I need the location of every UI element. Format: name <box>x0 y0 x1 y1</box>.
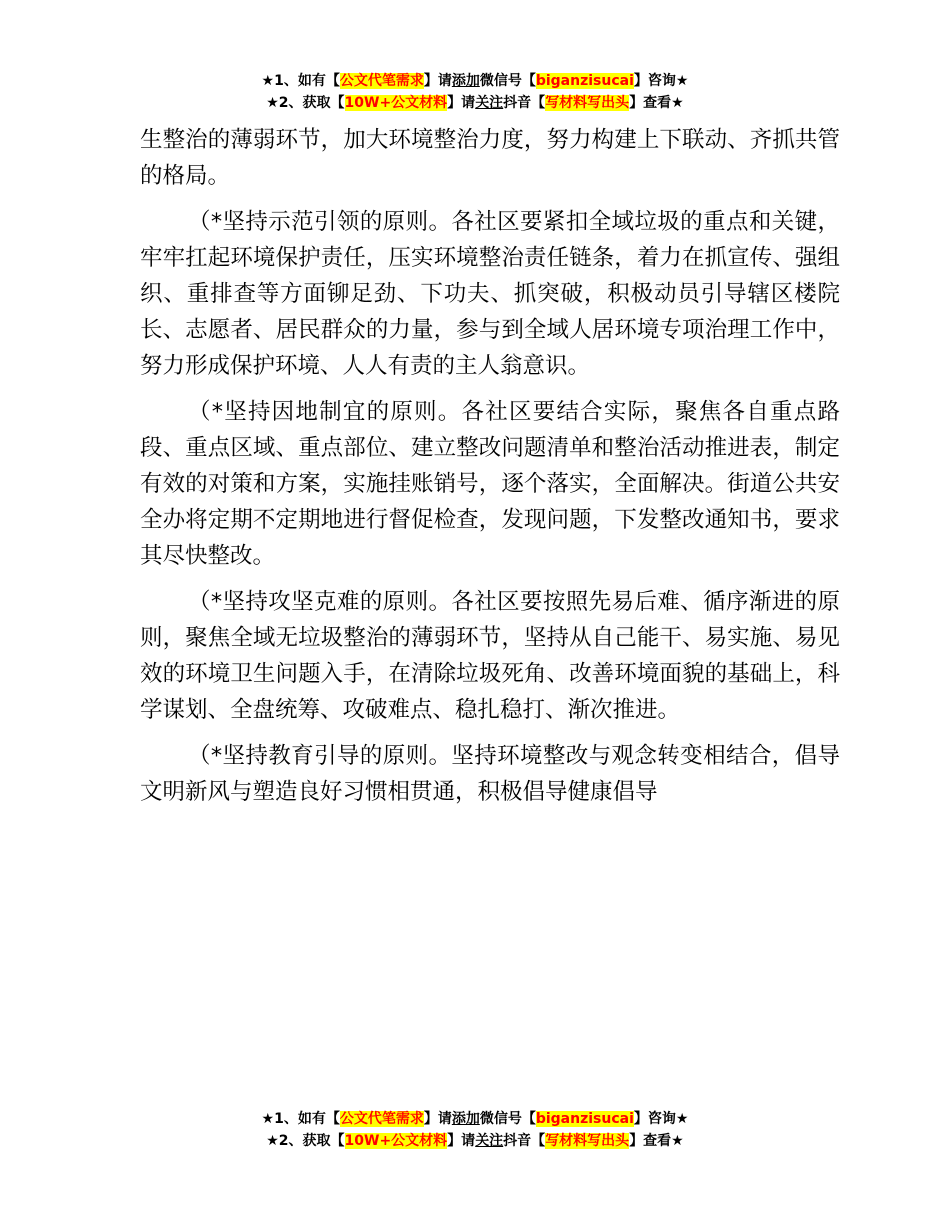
footer-banner-line-1 <box>0 1108 950 1130</box>
banner-line-1 <box>0 70 950 92</box>
footer-line-2-emphasis: 关注 <box>475 1133 504 1149</box>
footer-line-1-mid: 】请 <box>423 1111 452 1127</box>
banner-line-1-mid: 】请 <box>423 73 452 89</box>
banner-line-2-mid: 】请 <box>447 95 476 111</box>
footer-line-2-prefix: ★2、获取【 <box>266 1133 345 1149</box>
footer-banner <box>0 1108 950 1152</box>
banner-line-2-suffix: 】查看★ <box>629 95 684 111</box>
paragraph-education-guidance-principle: （*坚持教育引导的原则。坚持环境整改与观念转变相结合，倡导文明新风与塑造良好习惯相贯通，积极倡导健康倡导 <box>140 743 840 805</box>
footer-line-1-mid2: 微信号【 <box>479 1111 536 1127</box>
banner-line-2-highlight-douyin: 写材料写出头 <box>545 95 630 111</box>
banner-line-1-suffix: 】咨询★ <box>633 73 689 89</box>
banner-line-1-mid2: 微信号【 <box>479 73 536 89</box>
footer-banner-line-2 <box>0 1130 950 1152</box>
banner-line-2-emphasis: 关注 <box>475 95 504 111</box>
paragraph-local-conditions-principle: （*坚持因地制宜的原则。各社区要结合实际，聚焦各自重点路段、重点区域、重点部位、建立整改问题清单和整治活动推进表，制定有效的对策和方案，实施挂账销号，逐个落实，全面解决。街道公共安全办将定期不定期地进行督促检查，发现问题，下发整改通知书，要求其尽快整改。 <box>140 399 840 569</box>
footer-line-1-suffix: 】咨询★ <box>633 1111 689 1127</box>
footer-line-2-mid2: 抖音【 <box>503 1133 546 1149</box>
paragraph-tackle-difficulties-principle: （*坚持攻坚克难的原则。各社区要按照先易后难、循序渐进的原则，聚焦全域无垃圾整治的薄弱环节，坚持从自己能干、易实施、易见效的环境卫生问题入手，在清除垃圾死角、改善环境面貌的基础上，科学谋划、全盘统筹、攻破难点、稳扎稳打、渐次推进。 <box>140 589 840 723</box>
footer-line-2-suffix: 】查看★ <box>629 1133 684 1149</box>
paragraph-continuation: 生整治的薄弱环节，加大环境整治力度，努力构建上下联动、齐抓共管的格局。 <box>140 127 840 189</box>
banner-line-1-highlight-wechat: biganzisucai <box>535 73 634 89</box>
banner-line-2 <box>0 92 950 114</box>
banner-line-2-mid2: 抖音【 <box>503 95 546 111</box>
banner-line-2-prefix: ★2、获取【 <box>266 95 345 111</box>
footer-line-2-highlight-materials: 10W+公文材料 <box>344 1133 448 1149</box>
banner-line-2-highlight-materials: 10W+公文材料 <box>344 95 448 111</box>
footer-line-1-highlight-wechat: biganzisucai <box>535 1111 634 1127</box>
footer-line-2-highlight-douyin: 写材料写出头 <box>545 1133 630 1149</box>
footer-line-2-mid: 】请 <box>447 1133 476 1149</box>
header-banner <box>0 70 950 114</box>
footer-line-1-prefix: ★1、如有【 <box>261 1111 340 1127</box>
banner-line-1-emphasis: 添加 <box>451 73 480 89</box>
footer-line-1-highlight-service: 公文代笔需求 <box>339 1111 424 1127</box>
banner-line-1-prefix: ★1、如有【 <box>261 73 340 89</box>
paragraph-demonstration-principle: （*坚持示范引领的原则。各社区要紧扣全域垃圾的重点和关键，牢牢扛起环境保护责任，压实环境整治责任链条，着力在抓宣传、强组织、重排查等方面铆足劲、下功夫、抓突破，积极动员引导辖区楼院长、志愿者、居民群众的力量，参与到全域人居环境专项治理工作中，努力形成保护环境、人人有责的主人翁意识。 <box>140 209 840 379</box>
banner-line-1-highlight-service: 公文代笔需求 <box>339 73 424 89</box>
document-body <box>140 122 840 820</box>
footer-line-1-emphasis: 添加 <box>451 1111 480 1127</box>
